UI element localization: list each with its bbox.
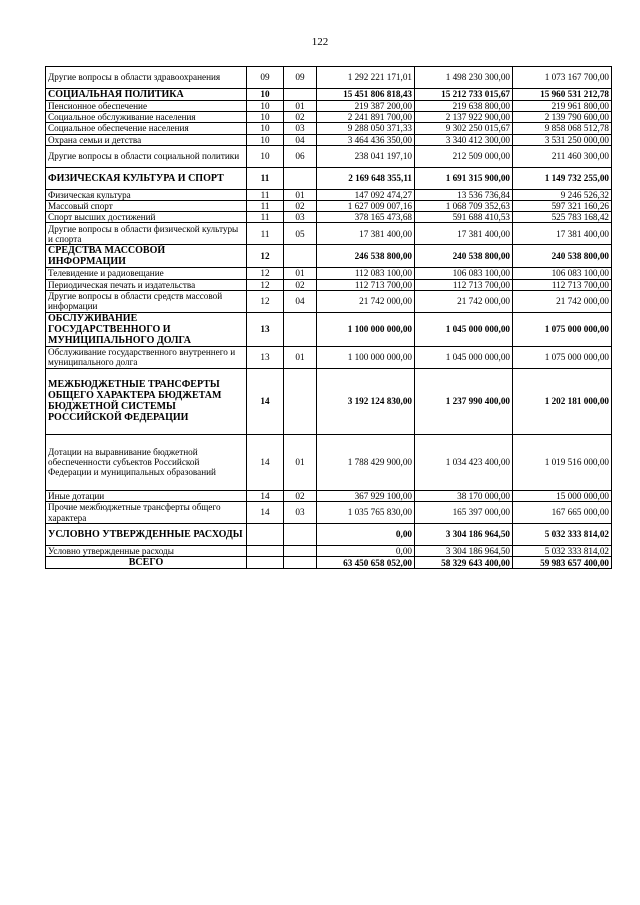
item-name-cell: Дотации на выравнивание бюджетной обеспеченности субъектов Российской Федерации и муниципальных образований [46, 434, 247, 490]
subsection-code-cell: 01 [284, 101, 317, 112]
item-name-cell: Физическая культура [46, 189, 247, 200]
amount-year2-cell: 240 538 800,00 [415, 245, 513, 268]
amount-year3-cell: 1 019 516 000,00 [513, 434, 612, 490]
section-row [46, 167, 612, 189]
subsection-code-cell: 01 [284, 434, 317, 490]
budget-table [45, 66, 612, 569]
amount-year3-cell: 15 960 531 212,78 [513, 89, 612, 101]
subsection-code-cell [284, 89, 317, 101]
item-name-cell: Телевидение и радиовещание [46, 268, 247, 279]
amount-year2-cell: 3 340 412 300,00 [415, 134, 513, 145]
amount-year1-cell: 378 165 473,68 [317, 212, 415, 223]
item-name-cell: Периодическая печать и издательства [46, 279, 247, 290]
amount-year1-cell: 112 713 700,00 [317, 279, 415, 290]
section-code-cell: 11 [247, 212, 284, 223]
amount-year2-cell: 38 170 000,00 [415, 490, 513, 501]
table-row [46, 346, 612, 368]
table-row [46, 67, 612, 89]
amount-year3-cell: 597 321 160,26 [513, 201, 612, 212]
subsection-code-cell: 04 [284, 290, 317, 312]
section-code-cell: 13 [247, 346, 284, 368]
amount-year1-cell: 1 627 009 007,16 [317, 201, 415, 212]
amount-year2-cell: 21 742 000,00 [415, 290, 513, 312]
section-code-cell: 10 [247, 123, 284, 134]
item-name-cell: Условно утвержденные расходы [46, 546, 247, 557]
table-row [46, 123, 612, 134]
section-row [46, 524, 612, 546]
subsection-code-cell: 02 [284, 112, 317, 123]
table-row [46, 189, 612, 200]
amount-year2-cell: 1 045 000 000,00 [415, 312, 513, 346]
subsection-code-cell: 03 [284, 212, 317, 223]
subsection-code-cell: 01 [284, 268, 317, 279]
amount-year2-cell: 58 329 643 400,00 [415, 557, 513, 569]
section-row [46, 245, 612, 268]
subsection-code-cell [284, 167, 317, 189]
amount-year2-cell: 591 688 410,53 [415, 212, 513, 223]
item-name-cell: УСЛОВНО УТВЕРЖДЕННЫЕ РАСХОДЫ [46, 524, 247, 546]
amount-year1-cell: 1 292 221 171,01 [317, 67, 415, 89]
subsection-code-cell [284, 245, 317, 268]
amount-year3-cell: 112 713 700,00 [513, 279, 612, 290]
section-code-cell: 10 [247, 101, 284, 112]
section-row [46, 89, 612, 101]
amount-year3-cell: 59 983 657 400,00 [513, 557, 612, 569]
amount-year3-cell: 21 742 000,00 [513, 290, 612, 312]
item-name-cell: Прочие межбюджетные трансферты общего характера [46, 502, 247, 524]
section-code-cell: 11 [247, 223, 284, 245]
amount-year3-cell: 167 665 000,00 [513, 502, 612, 524]
item-name-cell: Социальное обеспечение населения [46, 123, 247, 134]
table-row [46, 145, 612, 167]
item-name-cell: Массовый спорт [46, 201, 247, 212]
amount-year1-cell: 3 192 124 830,00 [317, 368, 415, 434]
amount-year3-cell: 2 139 790 600,00 [513, 112, 612, 123]
item-name-cell: Обслуживание государственного внутреннего и муниципального долга [46, 346, 247, 368]
section-code-cell: 09 [247, 67, 284, 89]
table-row [46, 434, 612, 490]
subsection-code-cell: 02 [284, 201, 317, 212]
subsection-code-cell: 06 [284, 145, 317, 167]
amount-year2-cell: 219 638 800,00 [415, 101, 513, 112]
amount-year1-cell: 1 100 000 000,00 [317, 346, 415, 368]
amount-year3-cell: 1 075 000 000,00 [513, 346, 612, 368]
subsection-code-cell [284, 312, 317, 346]
table-row [46, 112, 612, 123]
amount-year2-cell: 15 212 733 015,67 [415, 89, 513, 101]
amount-year1-cell: 63 450 658 052,00 [317, 557, 415, 569]
amount-year1-cell: 1 100 000 000,00 [317, 312, 415, 346]
item-name-cell: СРЕДСТВА МАССОВОЙ ИНФОРМАЦИИ [46, 245, 247, 268]
amount-year1-cell: 21 742 000,00 [317, 290, 415, 312]
table-row [46, 290, 612, 312]
item-name-cell: ФИЗИЧЕСКАЯ КУЛЬТУРА И СПОРТ [46, 167, 247, 189]
amount-year3-cell: 219 961 800,00 [513, 101, 612, 112]
amount-year2-cell: 3 304 186 964,50 [415, 524, 513, 546]
item-name-cell: ОБСЛУЖИВАНИЕ ГОСУДАРСТВЕННОГО И МУНИЦИПАЛЬНОГО ДОЛГА [46, 312, 247, 346]
amount-year3-cell: 240 538 800,00 [513, 245, 612, 268]
amount-year3-cell: 5 032 333 814,02 [513, 524, 612, 546]
item-name-cell: Социальное обслуживание населения [46, 112, 247, 123]
amount-year3-cell: 17 381 400,00 [513, 223, 612, 245]
item-name-cell: Иные дотации [46, 490, 247, 501]
subsection-code-cell: 02 [284, 279, 317, 290]
amount-year2-cell: 1 034 423 400,00 [415, 434, 513, 490]
subsection-code-cell: 05 [284, 223, 317, 245]
amount-year1-cell: 246 538 800,00 [317, 245, 415, 268]
amount-year2-cell: 17 381 400,00 [415, 223, 513, 245]
section-code-cell [247, 524, 284, 546]
amount-year3-cell: 9 858 068 512,78 [513, 123, 612, 134]
item-name-cell: Спорт высших достижений [46, 212, 247, 223]
item-name-cell: МЕЖБЮДЖЕТНЫЕ ТРАНСФЕРТЫ ОБЩЕГО ХАРАКТЕРА БЮДЖЕТАМ БЮДЖЕТНОЙ СИСТЕМЫ РОССИЙСКОЙ ФЕДЕРАЦИИ [46, 368, 247, 434]
table-row [46, 268, 612, 279]
amount-year2-cell: 165 397 000,00 [415, 502, 513, 524]
section-code-cell: 10 [247, 89, 284, 101]
amount-year2-cell: 1 045 000 000,00 [415, 346, 513, 368]
table-row [46, 134, 612, 145]
amount-year2-cell: 1 498 230 300,00 [415, 67, 513, 89]
page-number: 122 [311, 36, 329, 48]
section-code-cell: 14 [247, 490, 284, 501]
amount-year3-cell: 15 000 000,00 [513, 490, 612, 501]
amount-year1-cell: 0,00 [317, 546, 415, 557]
subsection-code-cell [284, 546, 317, 557]
table-body [46, 67, 612, 569]
amount-year2-cell: 1 691 315 900,00 [415, 167, 513, 189]
amount-year1-cell: 147 092 474,27 [317, 189, 415, 200]
table-row [46, 201, 612, 212]
amount-year1-cell: 15 451 806 818,43 [317, 89, 415, 101]
section-code-cell [247, 546, 284, 557]
amount-year1-cell: 0,00 [317, 524, 415, 546]
amount-year3-cell: 9 246 526,32 [513, 189, 612, 200]
section-row [46, 312, 612, 346]
subsection-code-cell [284, 524, 317, 546]
amount-year1-cell: 2 169 648 355,11 [317, 167, 415, 189]
section-code-cell: 11 [247, 201, 284, 212]
amount-year1-cell: 9 288 050 371,33 [317, 123, 415, 134]
amount-year3-cell: 5 032 333 814,02 [513, 546, 612, 557]
section-code-cell: 13 [247, 312, 284, 346]
amount-year3-cell: 106 083 100,00 [513, 268, 612, 279]
amount-year2-cell: 106 083 100,00 [415, 268, 513, 279]
section-code-cell: 10 [247, 134, 284, 145]
amount-year1-cell: 3 464 436 350,00 [317, 134, 415, 145]
amount-year3-cell: 211 460 300,00 [513, 145, 612, 167]
section-code-cell: 12 [247, 268, 284, 279]
section-code-cell [247, 557, 284, 569]
amount-year3-cell: 525 783 168,42 [513, 212, 612, 223]
subsection-code-cell [284, 368, 317, 434]
item-name-cell: Другие вопросы в области средств массовой информации [46, 290, 247, 312]
subsection-code-cell [284, 557, 317, 569]
subsection-code-cell: 01 [284, 346, 317, 368]
item-name-cell: ВСЕГО [46, 557, 247, 569]
amount-year3-cell: 1 073 167 700,00 [513, 67, 612, 89]
section-code-cell: 11 [247, 189, 284, 200]
section-code-cell: 14 [247, 502, 284, 524]
table-row [46, 502, 612, 524]
subsection-code-cell: 02 [284, 490, 317, 501]
subsection-code-cell: 04 [284, 134, 317, 145]
amount-year2-cell: 212 509 000,00 [415, 145, 513, 167]
item-name-cell: Другие вопросы в области социальной политики [46, 145, 247, 167]
amount-year2-cell: 9 302 250 015,67 [415, 123, 513, 134]
amount-year2-cell: 13 536 736,84 [415, 189, 513, 200]
subsection-code-cell: 03 [284, 123, 317, 134]
item-name-cell: Другие вопросы в области физической культуры и спорта [46, 223, 247, 245]
amount-year2-cell: 3 304 186 964,50 [415, 546, 513, 557]
total-row [46, 557, 612, 569]
table-row [46, 212, 612, 223]
table-row [46, 223, 612, 245]
section-code-cell: 10 [247, 112, 284, 123]
table-row [46, 546, 612, 557]
table-row [46, 279, 612, 290]
section-code-cell: 12 [247, 245, 284, 268]
amount-year1-cell: 238 041 197,10 [317, 145, 415, 167]
item-name-cell: Другие вопросы в области здравоохранения [46, 67, 247, 89]
table-row [46, 490, 612, 501]
amount-year1-cell: 17 381 400,00 [317, 223, 415, 245]
amount-year3-cell: 3 531 250 000,00 [513, 134, 612, 145]
amount-year2-cell: 112 713 700,00 [415, 279, 513, 290]
amount-year1-cell: 219 387 200,00 [317, 101, 415, 112]
amount-year3-cell: 1 149 732 255,00 [513, 167, 612, 189]
subsection-code-cell: 09 [284, 67, 317, 89]
subsection-code-cell: 01 [284, 189, 317, 200]
section-code-cell: 11 [247, 167, 284, 189]
subsection-code-cell: 03 [284, 502, 317, 524]
section-code-cell: 10 [247, 145, 284, 167]
item-name-cell: Охрана семьи и детства [46, 134, 247, 145]
item-name-cell: Пенсионное обеспечение [46, 101, 247, 112]
section-code-cell: 14 [247, 368, 284, 434]
amount-year1-cell: 112 083 100,00 [317, 268, 415, 279]
amount-year1-cell: 367 929 100,00 [317, 490, 415, 501]
section-code-cell: 12 [247, 290, 284, 312]
amount-year3-cell: 1 075 000 000,00 [513, 312, 612, 346]
amount-year1-cell: 1 035 765 830,00 [317, 502, 415, 524]
amount-year1-cell: 2 241 891 700,00 [317, 112, 415, 123]
amount-year2-cell: 1 237 990 400,00 [415, 368, 513, 434]
amount-year2-cell: 2 137 922 900,00 [415, 112, 513, 123]
amount-year3-cell: 1 202 181 000,00 [513, 368, 612, 434]
section-row [46, 368, 612, 434]
item-name-cell: СОЦИАЛЬНАЯ ПОЛИТИКА [46, 89, 247, 101]
section-code-cell: 12 [247, 279, 284, 290]
amount-year1-cell: 1 788 429 900,00 [317, 434, 415, 490]
table-row [46, 101, 612, 112]
section-code-cell: 14 [247, 434, 284, 490]
amount-year2-cell: 1 068 709 352,63 [415, 201, 513, 212]
